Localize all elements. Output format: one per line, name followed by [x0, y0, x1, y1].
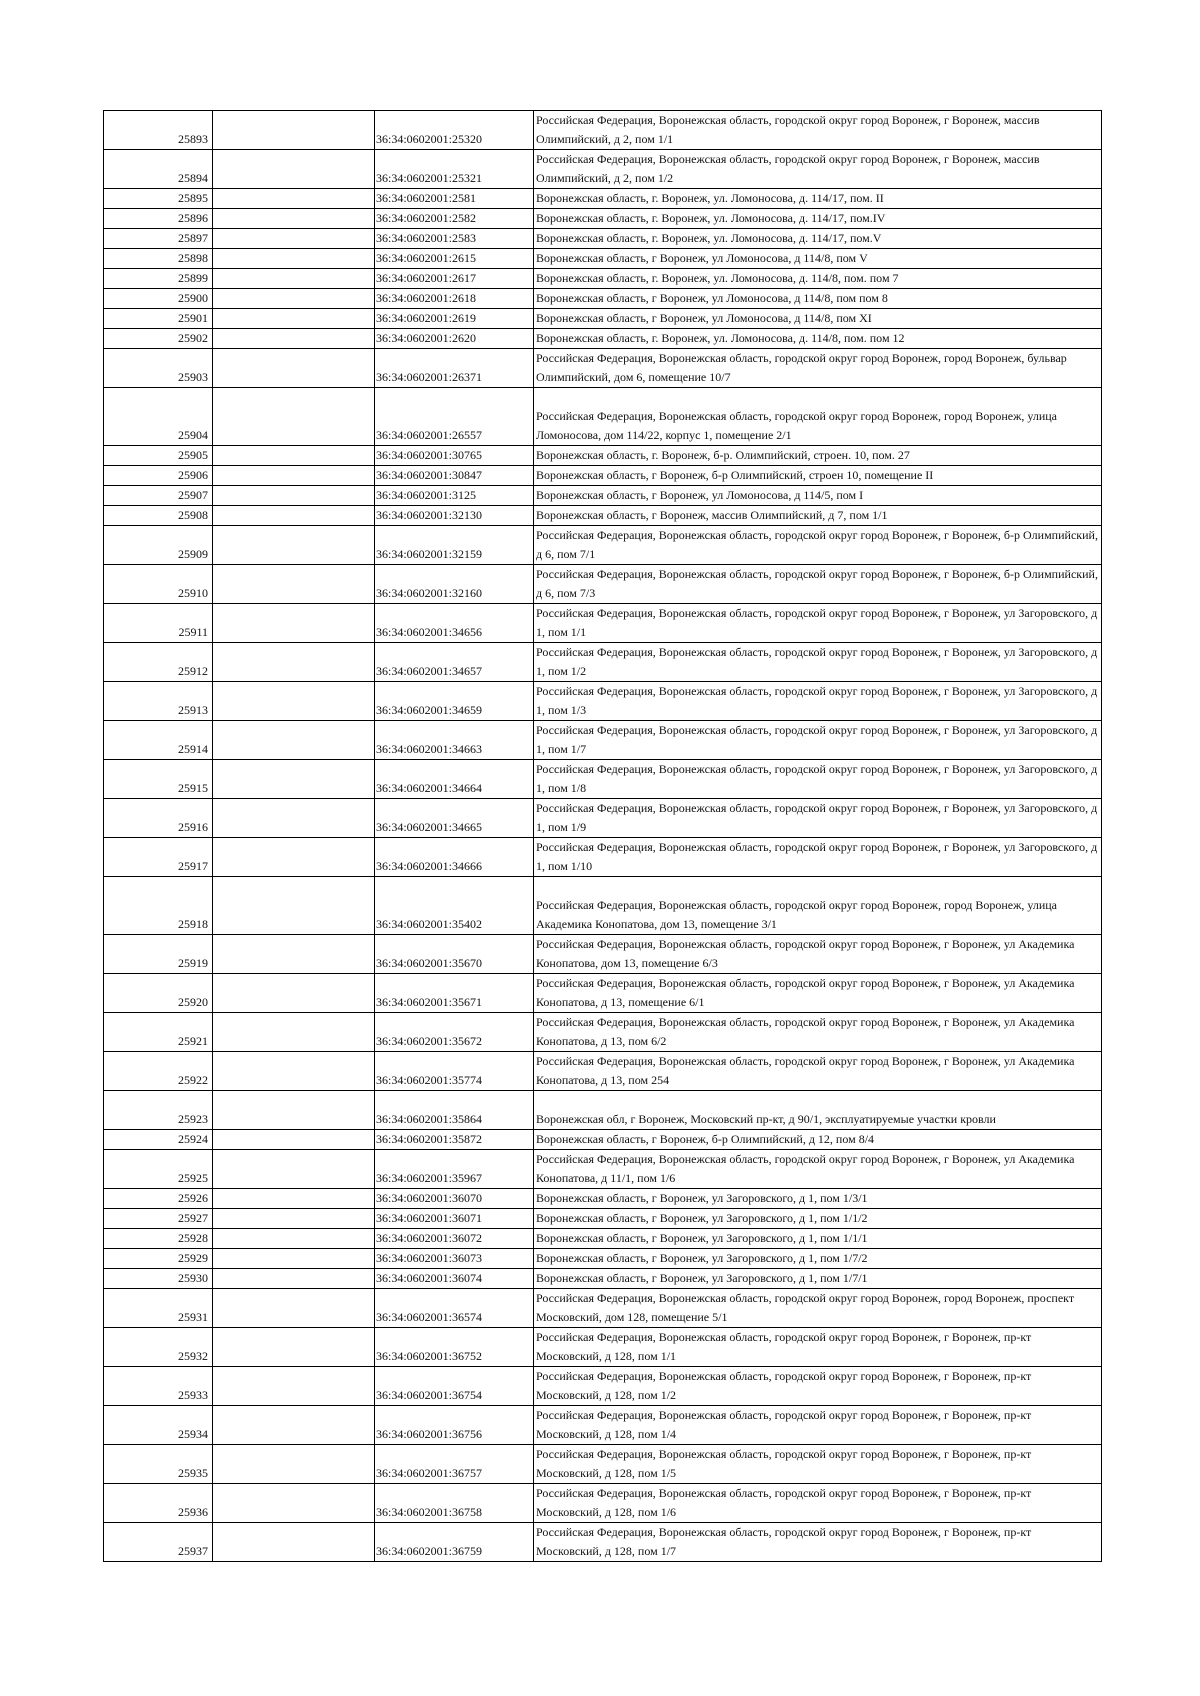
empty-cell [213, 1229, 375, 1249]
address-cell: Воронежская область, г. Воронеж, б-р. Олимпийский, строен. 10, пом. 27 [534, 446, 1102, 466]
empty-cell [213, 1249, 375, 1269]
empty-cell [213, 526, 375, 565]
cadastral-number-cell: 36:34:0602001:36071 [375, 1209, 534, 1229]
row-number-cell: 25894 [104, 150, 213, 189]
address-cell: Российская Федерация, Воронежская область, городской округ город Воронеж, г Воронеж, пр-кт Московский, д 128, пом 1/7 [534, 1523, 1102, 1562]
empty-cell [213, 349, 375, 388]
table-row [104, 1406, 1102, 1445]
cadastral-number-cell: 36:34:0602001:35967 [375, 1150, 534, 1189]
table-row [104, 565, 1102, 604]
table-row [104, 643, 1102, 682]
cadastral-number-cell: 36:34:0602001:32160 [375, 565, 534, 604]
address-cell: Воронежская область, г Воронеж, ул Ломоносова, д 114/8, пом пом 8 [534, 289, 1102, 309]
empty-cell [213, 1130, 375, 1150]
table-row [104, 1269, 1102, 1289]
address-cell: Российская Федерация, Воронежская область, городской округ город Воронеж, г Воронеж, ул Загоровского, д 1, пом 1/10 [534, 838, 1102, 877]
row-number-cell: 25937 [104, 1523, 213, 1562]
cadastral-number-cell: 36:34:0602001:2618 [375, 289, 534, 309]
address-cell: Воронежская область, г Воронеж, ул Загоровского, д 1, пом 1/1/2 [534, 1209, 1102, 1229]
empty-cell [213, 388, 375, 446]
cadastral-number-cell: 36:34:0602001:36758 [375, 1484, 534, 1523]
cadastral-number-cell: 36:34:0602001:35402 [375, 877, 534, 935]
table-row [104, 150, 1102, 189]
empty-cell [213, 682, 375, 721]
table-row [104, 486, 1102, 506]
cadastral-number-cell: 36:34:0602001:2617 [375, 269, 534, 289]
empty-cell [213, 1013, 375, 1052]
table-row [104, 1229, 1102, 1249]
empty-cell [213, 1052, 375, 1091]
cadastral-number-cell: 36:34:0602001:34663 [375, 721, 534, 760]
row-number-cell: 25922 [104, 1052, 213, 1091]
row-number-cell: 25928 [104, 1229, 213, 1249]
cadastral-number-cell: 36:34:0602001:36752 [375, 1328, 534, 1367]
address-cell: Российская Федерация, Воронежская область, городской округ город Воронеж, город Воронеж, проспект Московский, дом 128, помещение 5/1 [534, 1289, 1102, 1328]
cadastral-number-cell: 36:34:0602001:26371 [375, 349, 534, 388]
address-cell: Воронежская область, г Воронеж, ул Загоровского, д 1, пом 1/3/1 [534, 1189, 1102, 1209]
row-number-cell: 25935 [104, 1445, 213, 1484]
cadastral-number-cell: 36:34:0602001:36757 [375, 1445, 534, 1484]
empty-cell [213, 877, 375, 935]
cadastral-number-cell: 36:34:0602001:36756 [375, 1406, 534, 1445]
cadastral-number-cell: 36:34:0602001:25320 [375, 111, 534, 150]
empty-cell [213, 1150, 375, 1189]
cadastral-number-cell: 36:34:0602001:35671 [375, 974, 534, 1013]
address-cell: Воронежская область, г Воронеж, б-р Олимпийский, строен 10, помещение II [534, 466, 1102, 486]
row-number-cell: 25932 [104, 1328, 213, 1367]
row-number-cell: 25919 [104, 935, 213, 974]
row-number-cell: 25909 [104, 526, 213, 565]
address-cell: Российская Федерация, Воронежская область, городской округ город Воронеж, г Воронеж, ул Загоровского, д 1, пом 1/7 [534, 721, 1102, 760]
table-row [104, 189, 1102, 209]
address-cell: Воронежская область, г. Воронеж, ул. Ломоносова, д. 114/17, пом.IV [534, 209, 1102, 229]
table-row [104, 466, 1102, 486]
address-cell: Российская Федерация, Воронежская область, городской округ город Воронеж, г Воронеж, пр-кт Московский, д 128, пом 1/1 [534, 1328, 1102, 1367]
cadastral-number-cell: 36:34:0602001:2619 [375, 309, 534, 329]
table-row [104, 838, 1102, 877]
table-row [104, 388, 1102, 446]
table-row [104, 309, 1102, 329]
empty-cell [213, 1209, 375, 1229]
empty-cell [213, 799, 375, 838]
row-number-cell: 25911 [104, 604, 213, 643]
row-number-cell: 25897 [104, 229, 213, 249]
row-number-cell: 25906 [104, 466, 213, 486]
row-number-cell: 25902 [104, 329, 213, 349]
table-row [104, 604, 1102, 643]
cadastral-number-cell: 36:34:0602001:30765 [375, 446, 534, 466]
empty-cell [213, 935, 375, 974]
cadastral-number-cell: 36:34:0602001:36574 [375, 1289, 534, 1328]
cadastral-number-cell: 36:34:0602001:30847 [375, 466, 534, 486]
row-number-cell: 25931 [104, 1289, 213, 1328]
empty-cell [213, 506, 375, 526]
row-number-cell: 25904 [104, 388, 213, 446]
cadastral-number-cell: 36:34:0602001:36074 [375, 1269, 534, 1289]
empty-cell [213, 838, 375, 877]
table-row [104, 1445, 1102, 1484]
cadastral-number-cell: 36:34:0602001:34656 [375, 604, 534, 643]
table-row [104, 1484, 1102, 1523]
empty-cell [213, 289, 375, 309]
row-number-cell: 25927 [104, 1209, 213, 1229]
cadastral-number-cell: 36:34:0602001:34666 [375, 838, 534, 877]
address-cell: Воронежская область, г. Воронеж, ул. Ломоносова, д. 114/17, пом. II [534, 189, 1102, 209]
empty-cell [213, 974, 375, 1013]
empty-cell [213, 565, 375, 604]
cadastral-number-cell: 36:34:0602001:34664 [375, 760, 534, 799]
table-row [104, 1249, 1102, 1269]
address-cell: Воронежская область, г Воронеж, ул Загоровского, д 1, пом 1/1/1 [534, 1229, 1102, 1249]
empty-cell [213, 1189, 375, 1209]
cadastral-number-cell: 36:34:0602001:35872 [375, 1130, 534, 1150]
address-cell: Российская Федерация, Воронежская область, городской округ город Воронеж, г Воронеж, ул Загоровского, д 1, пом 1/9 [534, 799, 1102, 838]
table-row [104, 1091, 1102, 1130]
cadastral-number-cell: 36:34:0602001:2583 [375, 229, 534, 249]
cadastral-register-table [103, 110, 1102, 1562]
address-cell: Российская Федерация, Воронежская область, городской округ город Воронеж, город Воронеж, улица Ломоносова, дом 114/22, корпус 1, помещение 2/1 [534, 388, 1102, 446]
table-row [104, 506, 1102, 526]
row-number-cell: 25898 [104, 249, 213, 269]
empty-cell [213, 1406, 375, 1445]
empty-cell [213, 189, 375, 209]
address-cell: Российская Федерация, Воронежская область, городской округ город Воронеж, г Воронеж, ул Загоровского, д 1, пом 1/3 [534, 682, 1102, 721]
row-number-cell: 25896 [104, 209, 213, 229]
row-number-cell: 25903 [104, 349, 213, 388]
address-cell: Российская Федерация, Воронежская область, городской округ город Воронеж, г Воронеж, массив Олимпийский, д 2, пом 1/2 [534, 150, 1102, 189]
address-cell: Воронежская обл, г Воронеж, Московский пр-кт, д 90/1, эксплуатируемые участки кровли [534, 1091, 1102, 1130]
row-number-cell: 25924 [104, 1130, 213, 1150]
table-row [104, 682, 1102, 721]
table-row [104, 799, 1102, 838]
address-cell: Российская Федерация, Воронежская область, городской округ город Воронеж, г Воронеж, ул Академика Конопатова, д 11/1, пом 1/6 [534, 1150, 1102, 1189]
address-cell: Воронежская область, г Воронеж, ул Ломоносова, д 114/5, пом I [534, 486, 1102, 506]
cadastral-number-cell: 36:34:0602001:32159 [375, 526, 534, 565]
address-cell: Российская Федерация, Воронежская область, городской округ город Воронеж, г Воронеж, ул Академика Конопатова, д 13, пом 6/2 [534, 1013, 1102, 1052]
address-cell: Воронежская область, г Воронеж, ул Ломоносова, д 114/8, пом V [534, 249, 1102, 269]
row-number-cell: 25913 [104, 682, 213, 721]
table-body [104, 111, 1102, 1562]
empty-cell [213, 150, 375, 189]
empty-cell [213, 1484, 375, 1523]
cadastral-number-cell: 36:34:0602001:3125 [375, 486, 534, 506]
row-number-cell: 25918 [104, 877, 213, 935]
row-number-cell: 25910 [104, 565, 213, 604]
row-number-cell: 25936 [104, 1484, 213, 1523]
address-cell: Российская Федерация, Воронежская область, городской округ город Воронеж, г Воронеж, пр-кт Московский, д 128, пом 1/5 [534, 1445, 1102, 1484]
empty-cell [213, 269, 375, 289]
table-row [104, 877, 1102, 935]
table-row [104, 935, 1102, 974]
table-row [104, 974, 1102, 1013]
table-row [104, 526, 1102, 565]
cadastral-number-cell: 36:34:0602001:35672 [375, 1013, 534, 1052]
cadastral-number-cell: 36:34:0602001:36759 [375, 1523, 534, 1562]
cadastral-number-cell: 36:34:0602001:25321 [375, 150, 534, 189]
row-number-cell: 25895 [104, 189, 213, 209]
address-cell: Российская Федерация, Воронежская область, городской округ город Воронеж, г Воронеж, пр-кт Московский, д 128, пом 1/6 [534, 1484, 1102, 1523]
table-row [104, 446, 1102, 466]
row-number-cell: 25915 [104, 760, 213, 799]
empty-cell [213, 466, 375, 486]
address-cell: Российская Федерация, Воронежская область, городской округ город Воронеж, г Воронеж, массив Олимпийский, д 2, пом 1/1 [534, 111, 1102, 150]
cadastral-number-cell: 36:34:0602001:26557 [375, 388, 534, 446]
table-row [104, 1150, 1102, 1189]
row-number-cell: 25929 [104, 1249, 213, 1269]
table-row [104, 269, 1102, 289]
row-number-cell: 25893 [104, 111, 213, 150]
address-cell: Российская Федерация, Воронежская область, городской округ город Воронеж, г Воронеж, б-р Олимпийский, д 6, пом 7/3 [534, 565, 1102, 604]
cadastral-number-cell: 36:34:0602001:34665 [375, 799, 534, 838]
cadastral-number-cell: 36:34:0602001:2582 [375, 209, 534, 229]
table-row [104, 760, 1102, 799]
empty-cell [213, 1523, 375, 1562]
row-number-cell: 25921 [104, 1013, 213, 1052]
table-row [104, 289, 1102, 309]
cadastral-number-cell: 36:34:0602001:2615 [375, 249, 534, 269]
address-cell: Российская Федерация, Воронежская область, городской округ город Воронеж, г Воронеж, пр-кт Московский, д 128, пом 1/2 [534, 1367, 1102, 1406]
row-number-cell: 25920 [104, 974, 213, 1013]
address-cell: Российская Федерация, Воронежская область, городской округ город Воронеж, г Воронеж, ул Академика Конопатова, д 13, помещение 6/1 [534, 974, 1102, 1013]
table-row [104, 1209, 1102, 1229]
table-row [104, 1289, 1102, 1328]
table-row [104, 229, 1102, 249]
row-number-cell: 25900 [104, 289, 213, 309]
address-cell: Российская Федерация, Воронежская область, городской округ город Воронеж, город Воронеж, улица Академика Конопатова, дом 13, помещение 3/1 [534, 877, 1102, 935]
table-row [104, 1189, 1102, 1209]
row-number-cell: 25916 [104, 799, 213, 838]
empty-cell [213, 329, 375, 349]
empty-cell [213, 446, 375, 466]
empty-cell [213, 1328, 375, 1367]
table-row [104, 1367, 1102, 1406]
empty-cell [213, 1367, 375, 1406]
address-cell: Российская Федерация, Воронежская область, городской округ город Воронеж, г Воронеж, б-р Олимпийский, д 6, пом 7/1 [534, 526, 1102, 565]
row-number-cell: 25899 [104, 269, 213, 289]
empty-cell [213, 1269, 375, 1289]
address-cell: Воронежская область, г Воронеж, б-р Олимпийский, д 12, пом 8/4 [534, 1130, 1102, 1150]
address-cell: Российская Федерация, Воронежская область, городской округ город Воронеж, город Воронеж, бульвар Олимпийский, дом 6, помещение 10/7 [534, 349, 1102, 388]
cadastral-number-cell: 36:34:0602001:35864 [375, 1091, 534, 1130]
address-cell: Российская Федерация, Воронежская область, городской округ город Воронеж, г Воронеж, ул Загоровского, д 1, пом 1/2 [534, 643, 1102, 682]
cadastral-number-cell: 36:34:0602001:35670 [375, 935, 534, 974]
empty-cell [213, 643, 375, 682]
empty-cell [213, 209, 375, 229]
row-number-cell: 25926 [104, 1189, 213, 1209]
address-cell: Российская Федерация, Воронежская область, городской округ город Воронеж, г Воронеж, ул Академика Конопатова, д 13, пом 254 [534, 1052, 1102, 1091]
row-number-cell: 25930 [104, 1269, 213, 1289]
row-number-cell: 25917 [104, 838, 213, 877]
row-number-cell: 25905 [104, 446, 213, 466]
cadastral-number-cell: 36:34:0602001:34659 [375, 682, 534, 721]
row-number-cell: 25914 [104, 721, 213, 760]
empty-cell [213, 111, 375, 150]
row-number-cell: 25908 [104, 506, 213, 526]
address-cell: Воронежская область, г Воронеж, ул Загоровского, д 1, пом 1/7/2 [534, 1249, 1102, 1269]
empty-cell [213, 249, 375, 269]
table-row [104, 209, 1102, 229]
empty-cell [213, 1091, 375, 1130]
address-cell: Воронежская область, г. Воронеж, ул. Ломоносова, д. 114/17, пом.V [534, 229, 1102, 249]
address-cell: Российская Федерация, Воронежская область, городской округ город Воронеж, г Воронеж, ул Академика Конопатова, дом 13, помещение 6/3 [534, 935, 1102, 974]
row-number-cell: 25923 [104, 1091, 213, 1130]
table-row [104, 111, 1102, 150]
row-number-cell: 25933 [104, 1367, 213, 1406]
table-row [104, 1328, 1102, 1367]
table-row [104, 329, 1102, 349]
table-row [104, 349, 1102, 388]
cadastral-number-cell: 36:34:0602001:34657 [375, 643, 534, 682]
address-cell: Воронежская область, г Воронеж, массив Олимпийский, д 7, пом 1/1 [534, 506, 1102, 526]
address-cell: Воронежская область, г Воронеж, ул Загоровского, д 1, пом 1/7/1 [534, 1269, 1102, 1289]
table-row [104, 1130, 1102, 1150]
row-number-cell: 25912 [104, 643, 213, 682]
address-cell: Воронежская область, г. Воронеж, ул. Ломоносова, д. 114/8, пом. пом 7 [534, 269, 1102, 289]
address-cell: Воронежская область, г. Воронеж, ул. Ломоносова, д. 114/8, пом. пом 12 [534, 329, 1102, 349]
cadastral-number-cell: 36:34:0602001:2620 [375, 329, 534, 349]
table-row [104, 1013, 1102, 1052]
empty-cell [213, 604, 375, 643]
cadastral-number-cell: 36:34:0602001:36070 [375, 1189, 534, 1209]
address-cell: Российская Федерация, Воронежская область, городской округ город Воронеж, г Воронеж, ул Загоровского, д 1, пом 1/1 [534, 604, 1102, 643]
cadastral-number-cell: 36:34:0602001:36072 [375, 1229, 534, 1249]
cadastral-number-cell: 36:34:0602001:36073 [375, 1249, 534, 1269]
table-row [104, 1523, 1102, 1562]
empty-cell [213, 309, 375, 329]
empty-cell [213, 1289, 375, 1328]
row-number-cell: 25907 [104, 486, 213, 506]
empty-cell [213, 486, 375, 506]
table-row [104, 1052, 1102, 1091]
row-number-cell: 25934 [104, 1406, 213, 1445]
empty-cell [213, 1445, 375, 1484]
empty-cell [213, 721, 375, 760]
address-cell: Российская Федерация, Воронежская область, городской округ город Воронеж, г Воронеж, ул Загоровского, д 1, пом 1/8 [534, 760, 1102, 799]
empty-cell [213, 760, 375, 799]
cadastral-number-cell: 36:34:0602001:32130 [375, 506, 534, 526]
table-row [104, 249, 1102, 269]
cadastral-number-cell: 36:34:0602001:36754 [375, 1367, 534, 1406]
empty-cell [213, 229, 375, 249]
row-number-cell: 25925 [104, 1150, 213, 1189]
cadastral-number-cell: 36:34:0602001:35774 [375, 1052, 534, 1091]
table-row [104, 721, 1102, 760]
cadastral-number-cell: 36:34:0602001:2581 [375, 189, 534, 209]
address-cell: Воронежская область, г Воронеж, ул Ломоносова, д 114/8, пом XI [534, 309, 1102, 329]
address-cell: Российская Федерация, Воронежская область, городской округ город Воронеж, г Воронеж, пр-кт Московский, д 128, пом 1/4 [534, 1406, 1102, 1445]
row-number-cell: 25901 [104, 309, 213, 329]
